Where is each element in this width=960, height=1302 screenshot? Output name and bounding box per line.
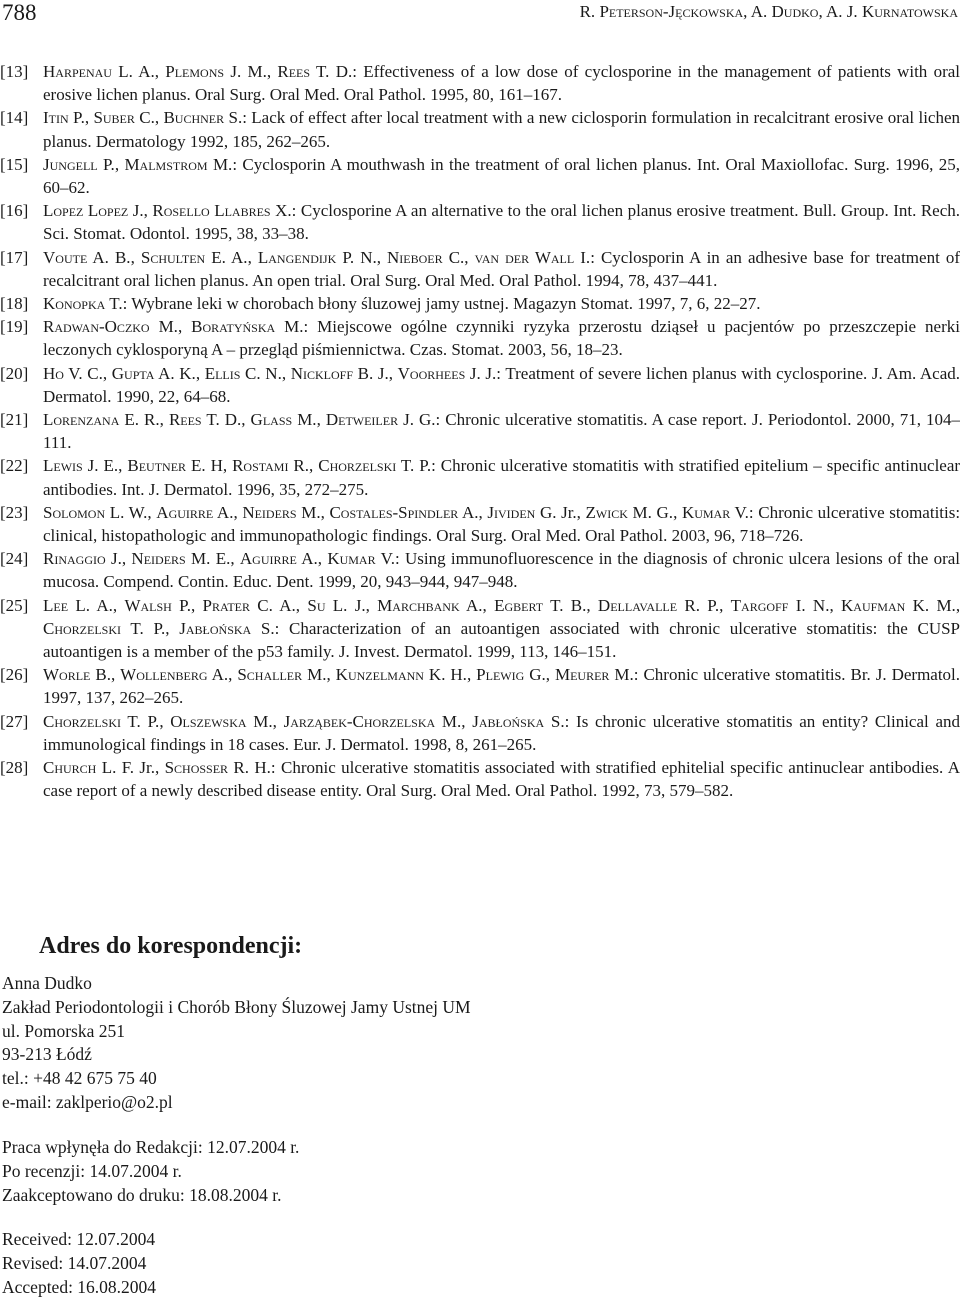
- address-line: ul. Pomorska 251: [2, 1020, 125, 1041]
- reference-item: [16] Lopez Lopez J., Rosello Llabres X.: Cyclosporine A an alternative to the oral lichen planus erosive treatment. Bull. Group. Int. Rech. Sci. Stomat. Odontol. 1995, 38, 33–38.: [0, 201, 960, 244]
- author-initials: A.: [213, 502, 234, 522]
- author-initials: T.: [105, 294, 123, 314]
- date-line: Received: 12.07.2004: [2, 1229, 156, 1249]
- author-surname: Solomon: [43, 502, 106, 522]
- reference-number: [13]: [0, 62, 29, 81]
- author-surname: Plewig: [476, 665, 525, 685]
- author-initials: B. J.: [353, 363, 389, 383]
- author-initials: S.: [251, 618, 275, 638]
- author-initials: V. C.: [63, 363, 103, 383]
- author-initials: T. P.: [396, 456, 432, 476]
- author-surname: Neiders: [131, 549, 186, 569]
- author-initials: R.: [288, 456, 310, 476]
- author-surname: Buchner: [163, 108, 225, 128]
- author-initials: C. N.: [240, 363, 282, 383]
- author-initials: M. G.: [627, 502, 674, 522]
- running-head-initial: A.: [750, 2, 772, 21]
- author-initials: V.: [730, 502, 749, 522]
- author-initials: J. E.: [82, 456, 119, 476]
- date-line: Zaakceptowano do druku: 18.08.2004 r.: [2, 1184, 282, 1205]
- author-surname: Lewis: [43, 456, 83, 476]
- reference-number: [25]: [0, 595, 29, 615]
- author-initials: M.: [246, 711, 273, 731]
- author-surname: Nieboer: [387, 247, 443, 267]
- author-surname: Kunzelmann: [335, 665, 424, 685]
- author-initials: M.: [207, 154, 233, 174]
- address-line: e-mail: zaklperio@o2.pl: [2, 1091, 173, 1112]
- author-initials: L. J.: [325, 595, 366, 615]
- author-surname: Walsh: [124, 595, 172, 615]
- reference-number: [28]: [0, 758, 29, 778]
- reference-number: [17]: [0, 247, 29, 267]
- page-number: 788: [2, 0, 37, 25]
- author-surname: Marchbank: [377, 595, 460, 615]
- reference-item: [13] Harpenau L. A., Plemons J. M., Rees T. D.: Effectiveness of a low dose of cyclosporine in the management of patients with oral erosive lichen planus. Oral Surg. Oral Med. Oral Pathol. 1995, 80, 161–167.: [0, 62, 960, 105]
- author-initials: A.: [459, 595, 483, 615]
- author-initials: M.: [275, 317, 304, 337]
- author-surname: Ho: [43, 363, 64, 383]
- author-initials: P.: [171, 595, 191, 615]
- author-initials: I. N.: [788, 595, 830, 615]
- reference-item: [21] Lorenzana E. R., Rees T. D., Glass M., Detweiler J. G.: Chronic ulcerative stomatitis. A case report. J. Periodontol. 2000, 71, 104–111.: [0, 410, 960, 453]
- reference-text: : Cyclosporin A mouthwash in the treatment of oral lichen planus. Int. Oral Maxiollofac. Surg. 1996, 25, 60–62.: [43, 154, 960, 198]
- author-surname: Nickloff: [290, 363, 354, 383]
- author-surname: Dellavalle: [597, 595, 678, 615]
- author-surname: Malmstrom: [124, 154, 208, 174]
- author-surname: Harpenau: [43, 62, 112, 81]
- address-line: Zakład Periodontologii i Chorób Błony Śluzowej Jamy Ustnej UM: [2, 996, 471, 1017]
- author-initials: M.: [296, 502, 321, 522]
- author-initials: A.: [458, 502, 479, 522]
- author-initials: C.: [134, 108, 155, 128]
- date-line: Accepted: 16.08.2004: [2, 1276, 157, 1297]
- author-initials: K. M.: [905, 595, 956, 615]
- author-surname: Konopka: [43, 294, 106, 314]
- author-surname: Jividen: [487, 502, 536, 522]
- author-initials: L. W.: [105, 502, 148, 522]
- author-surname: Egbert: [494, 595, 544, 615]
- author-surname: Itin: [43, 108, 69, 128]
- author-surname: Jarząbek-Chorzelska: [283, 711, 436, 731]
- running-head: R. Peterson-Jęckowska, A. Dudko, A. J. Kurnatowska: [579, 2, 958, 21]
- author-initials: I.: [574, 247, 591, 267]
- reference-item: [25] Lee L. A., Walsh P., Prater C. A., Su L. J., Marchbank A., Egbert T. B., Dellavalle R. P., Targoff I. N., Kaufman K. M., Chorzelski T. P., Jabłońska S.: Characterization of an autoantigen associated with chronic ulcerative stomatitis: the CUSP autoantigen is a member of the p53 family. J. Invest. Dermatol. 1999, 113, 146–151.: [0, 595, 960, 662]
- author-surname: Kaufman: [841, 595, 906, 615]
- reference-text: : Miejscowe ogólne czynniki ryzyka przerostu dziąseł u pacjentów po przeszczepie nerki leczonych cyklosporyną A – przegląd piśmiennictwa. Czas. Stomat. 2003, 56, 18–23.: [43, 317, 960, 360]
- running-head-initial: R.: [579, 2, 600, 21]
- author-initials: P. N.: [336, 247, 377, 267]
- author-surname: Zwick: [585, 502, 628, 522]
- reference-number: [21]: [0, 410, 29, 430]
- correspondence-heading: Adres do korespondencji:: [39, 933, 303, 959]
- author-initials: B.: [90, 665, 111, 685]
- author-initials: R. H.: [228, 758, 271, 778]
- author-initials: K. H.: [423, 665, 467, 685]
- author-initials: M.: [302, 665, 327, 685]
- author-initials: C. A.: [250, 595, 296, 615]
- author-surname: Lee: [43, 595, 69, 615]
- author-surname: Rees: [168, 410, 202, 430]
- address-line: Anna Dudko: [2, 973, 92, 993]
- author-surname: Costales-Spindler: [329, 502, 459, 522]
- reference-text: : Treatment of severe lichen planus with cyclosporine. J. Am. Acad. Dermatol. 1990, 22, 64–68.: [43, 363, 960, 406]
- author-initials: L. A.: [68, 595, 113, 615]
- reference-number: [27]: [0, 711, 29, 731]
- author-initials: T. P.: [121, 618, 166, 638]
- author-initials: P.: [68, 108, 85, 128]
- author-surname: Voorhees: [397, 363, 466, 383]
- author-initials: M.: [609, 665, 634, 685]
- author-surname: Neiders: [242, 502, 297, 522]
- reference-text: : Chronic ulcerative stomatitis: clinical, histopathologic and immunopathologic findings. Oral Surg. Oral Med. Oral Pathol. 2003, 96, 718–726.: [43, 502, 960, 546]
- author-initials: S.: [224, 108, 243, 128]
- author-surname: Su: [307, 595, 326, 615]
- address-line: 93-213 Łódź: [2, 1044, 92, 1065]
- reference-item: [22] Lewis J. E., Beutner E. H, Rostami R., Chorzelski T. P.: Chronic ulcerative stomatitis with stratified epitelium – specific antinuclear antibodies. Int. J. Dermatol. 1996, 35, 272–275.: [0, 456, 960, 499]
- author-surname: Rosello Llabres: [152, 201, 271, 221]
- author-initials: J.: [105, 549, 122, 569]
- running-head-surname: Dudko: [771, 2, 819, 21]
- author-surname: Wollenberg: [120, 665, 208, 685]
- reference-number: [23]: [0, 502, 29, 522]
- author-surname: Voute: [43, 247, 88, 267]
- reference-item: [14] Itin P., Suber C., Buchner S.: Lack of effect after local treatment with a new ciclosporin formulation in recalcitrant erosive oral lichen planus. Dermatology 1992, 185, 262–265.: [0, 108, 960, 151]
- reference-text: : Wybrane leki w chorobach błony śluzowej jamy ustnej. Magazyn Stomat. 1997, 7, 6, 22–27.: [122, 294, 761, 314]
- author-initials: C.: [442, 247, 465, 267]
- reference-number: [18]: [0, 294, 29, 314]
- author-initials: A.: [296, 549, 318, 569]
- date-line: Revised: 14.07.2004: [2, 1252, 147, 1273]
- author-surname: Kumar: [327, 549, 376, 569]
- author-initials: T. D.: [310, 62, 353, 81]
- date-line: Po recenzji: 14.07.2004 r.: [2, 1160, 182, 1181]
- running-head-surname: Kurnatowska: [861, 2, 958, 21]
- running-head-surname: Peterson-Jęckowska: [599, 2, 744, 21]
- author-surname: Church: [43, 758, 97, 778]
- author-initials: E. R.: [119, 410, 160, 430]
- reference-item: [27] Chorzelski T. P., Olszewska M., Jarząbek-Chorzelska M., Jabłońska S.: Is chronic ulcerative stomatitis an entity? Clinical and immunological findings in 18 cases. Eur. J. Dermatol. 1998, 8, 261–265.: [0, 711, 960, 754]
- author-initials: G.: [524, 665, 546, 685]
- author-surname: Jungell: [43, 154, 98, 174]
- author-surname: Beutner: [127, 456, 187, 476]
- author-initials: M.: [149, 317, 178, 337]
- author-initials: M.: [435, 711, 462, 731]
- author-initials: L. F. Jr.: [96, 758, 155, 778]
- author-initials: L. A.: [111, 62, 155, 81]
- author-surname: Chorzelski: [43, 711, 122, 731]
- reference-text: : Cyclosporine A an alternative to the oral lichen planus erosive treatment. Bull. Group. Int. Rech. Sci. Stomat. Odontol. 1995, 38, 33–38.: [43, 201, 960, 244]
- author-initials: M. E.: [185, 549, 231, 569]
- author-initials: T. B.: [543, 595, 587, 615]
- author-surname: Olszewska: [170, 711, 247, 731]
- author-surname: Worle: [43, 665, 91, 685]
- author-surname: Langendijk: [257, 247, 337, 267]
- author-initials: J. G.: [398, 410, 436, 430]
- reference-number: [26]: [0, 665, 29, 685]
- date-line: Praca wpłynęła do Redakcji: 12.07.2004 r.: [2, 1137, 300, 1157]
- author-surname: Targoff: [730, 595, 789, 615]
- reference-text: : Characterization of an autoantigen associated with chronic ulcerative stomatitis: the CUSP autoantigen is a member of the p53 family. J. Invest. Dermatol. 1999, 113, 146–151.: [43, 618, 960, 662]
- reference-number: [22]: [0, 456, 29, 476]
- reference-text: : Cyclosporin A in an adhesive base for treatment of recalcitrant oral lichen planus. An open trial. Oral Surg. Oral Med. Oral Pathol. 1994, 78, 437–441.: [43, 247, 960, 290]
- author-surname: Detweiler: [325, 410, 399, 430]
- reference-item: [0, 292, 960, 315]
- dates-polish: [2, 1136, 299, 1207]
- reference-text: : Lack of effect after local treatment with a new ciclosporin formulation in recalcitrant erosive oral lichen planus. Dermatology 1992, 185, 262–265.: [43, 108, 960, 151]
- reference-item: [28] Church L. F. Jr., Schosser R. H.: Chronic ulcerative stomatitis associated with stratified ephitelial specific antinuclear antibodies. A case report of a newly described disease entity. Oral Surg. Oral Med. Oral Pathol. 1992, 73, 579–582.: [0, 758, 960, 801]
- author-initials: X.: [270, 201, 292, 221]
- author-surname: Kumar: [681, 502, 731, 522]
- author-surname: Lorenzana: [43, 410, 120, 430]
- author-surname: Aguirre: [239, 549, 297, 569]
- author-surname: Jabłońska: [472, 711, 545, 731]
- reference-item: [26] Worle B., Wollenberg A., Schaller M., Kunzelmann K. H., Plewig G., Meurer M.: Chronic ulcerative stomatitis. Br. J. Dermatol. 1997, 137, 262–265.: [0, 665, 960, 708]
- reference-text: : Effectiveness of a low dose of cyclosporine in the management of patients with oral erosive lichen planus. Oral Surg. Oral Med. Oral Pathol. 1995, 80, 161–167.: [43, 62, 960, 105]
- reference-number: [19]: [0, 317, 29, 337]
- author-initials: T. P.: [121, 711, 160, 731]
- reference-item: [20] Ho V. C., Gupta A. K., Ellis C. N., Nickloff B. J., Voorhees J. J.: Treatment of severe lichen planus with cyclosporine. J. Am. Acad. Dermatol. 1990, 22, 64–68.: [0, 363, 960, 406]
- author-surname: Rostami: [232, 456, 289, 476]
- reference-number: [15]: [0, 154, 29, 174]
- author-surname: Gupta: [111, 363, 155, 383]
- author-surname: Rinaggio: [43, 549, 106, 569]
- reference-text: : Chronic ulcerative stomatitis associated with stratified ephitelial specific antinuclear antibodies. A case report of a newly described disease entity. Oral Surg. Oral Med. Oral Pathol. 1992, 73, 579–582.: [43, 758, 960, 801]
- author-initials: A. K.: [154, 363, 196, 383]
- author-initials: J.: [128, 201, 144, 221]
- author-surname: van der Wall: [474, 247, 575, 267]
- author-surname: Glass: [250, 410, 293, 430]
- author-surname: Radwan-Oczko: [43, 317, 150, 337]
- reference-item: [23] Solomon L. W., Aguirre A., Neiders M., Costales-Spindler A., Jividen G. Jr., Zwick M. G., Kumar V.: Chronic ulcerative stomatitis: clinical, histopathologic and immunopathologic findings. Oral Surg. Oral Med. Oral Pathol. 2003, 96, 718–726.: [0, 502, 960, 546]
- author-surname: Lopez Lopez: [43, 201, 129, 221]
- author-initials: J. J.: [465, 363, 497, 383]
- author-surname: Schulten: [140, 247, 206, 267]
- reference-text: : Is chronic ulcerative stomatitis an entity? Clinical and immunological findings in 18 cases. Eur. J. Dermatol. 1998, 8, 261–265.: [43, 711, 960, 754]
- author-initials: T. D.: [201, 410, 242, 430]
- reference-number: [20]: [0, 363, 29, 383]
- correspondence-address: [2, 972, 471, 1115]
- reference-item: [15] Jungell P., Malmstrom M.: Cyclosporin A mouthwash in the treatment of oral lichen planus. Int. Oral Maxiollofac. Surg. 1996, 25, 60–62.: [0, 154, 960, 198]
- running-head-initial: A. J.: [826, 2, 862, 21]
- author-surname: Rees: [277, 62, 311, 81]
- author-initials: G. Jr.: [535, 502, 577, 522]
- reference-text: : Chronic ulcerative stomatitis with stratified epitelium – specific antinuclear antibodies. Int. J. Dermatol. 1996, 35, 272–275.: [43, 456, 960, 499]
- author-initials: V.: [375, 549, 395, 569]
- dates-english: [2, 1228, 156, 1299]
- author-surname: Prater: [202, 595, 250, 615]
- reference-item: [24] Rinaggio J., Neiders M. E., Aguirre A., Kumar V.: Using immunofluorescence in the diagnosis of chronic ulcera lesions of the oral mucosa. Compend. Contin. Educ. Dent. 1999, 20, 943–944, 947–948.: [0, 549, 960, 592]
- author-initials: R. P.: [677, 595, 720, 615]
- author-initials: A.: [207, 665, 229, 685]
- address-line: tel.: +48 42 675 75 40: [2, 1068, 157, 1089]
- reference-item: [19] Radwan-Oczko M., Boratyńska M.: Miejscowe ogólne czynniki ryzyka przerostu dziąseł u pacjentów po przeszczepie nerki leczonych cyklosporyną A – przegląd piśmiennictwa. Czas. Stomat. 2003, 56, 18–23.: [0, 317, 960, 360]
- author-surname: Aguirre: [156, 502, 214, 522]
- author-surname: Jabłońska: [179, 618, 252, 638]
- author-surname: Suber: [93, 108, 135, 128]
- author-surname: Schosser: [164, 758, 229, 778]
- reference-item: [17] Voute A. B., Schulten E. A., Langendijk P. N., Nieboer C., van der Wall I.: Cyclosporin A in an adhesive base for treatment of recalcitrant oral lichen planus. An open trial. Oral Surg. Oral Med. Oral Pathol. 1994, 78, 437–441.: [0, 247, 960, 290]
- author-initials: E. A.: [205, 247, 248, 267]
- author-surname: Meurer: [554, 665, 610, 685]
- author-initials: P.: [97, 154, 115, 174]
- author-surname: Schaller: [237, 665, 303, 685]
- author-surname: Ellis: [204, 363, 241, 383]
- author-surname: Boratyńska: [191, 317, 276, 337]
- author-initials: M.: [292, 410, 317, 430]
- author-initials: J. M.: [224, 62, 267, 81]
- author-surname: Chorzelski: [43, 618, 122, 638]
- reference-text: : Chronic ulcerative stomatitis. A case report. J. Periodontol. 2000, 71, 104–111.: [43, 410, 960, 453]
- reference-number: [16]: [0, 201, 29, 221]
- author-initials: E. H: [186, 456, 223, 476]
- author-initials: A. B.: [87, 247, 131, 267]
- reference-text: : Chronic ulcerative stomatitis. Br. J. Dermatol. 1997, 137, 262–265.: [43, 665, 960, 708]
- author-surname: Chorzelski: [318, 456, 397, 476]
- author-surname: Plemons: [165, 62, 225, 81]
- reference-number: [14]: [0, 108, 29, 128]
- reference-text: : Using immunofluorescence in the diagnosis of chronic ulcera lesions of the oral mucosa. Compend. Contin. Educ. Dent. 1999, 20, 943–944, 947–948.: [43, 549, 960, 592]
- reference-number: [24]: [0, 549, 29, 569]
- author-initials: S.: [544, 711, 565, 731]
- reference-list: [0, 60, 960, 803]
